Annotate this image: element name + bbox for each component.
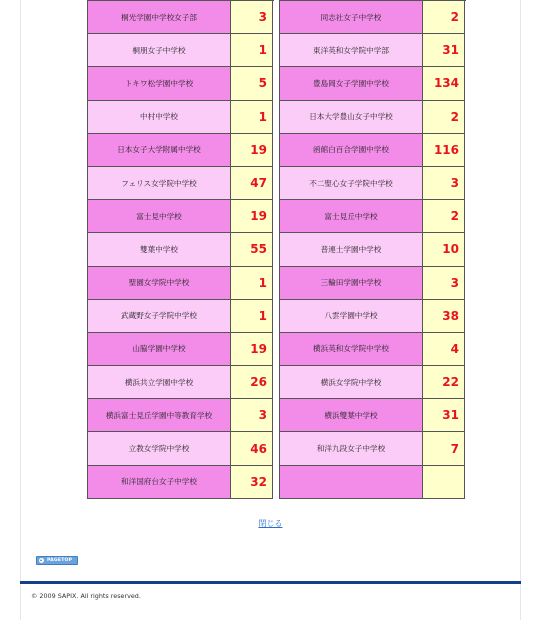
school-name: 函館白百合学園中学校 [280, 134, 423, 167]
footer-bar [20, 581, 521, 584]
school-name: 八雲学園中学校 [280, 300, 423, 333]
school-name: 豊島岡女子学園中学校 [280, 67, 423, 100]
admission-count: 26 [231, 366, 273, 399]
admission-count: 31 [423, 399, 465, 432]
table-row [280, 432, 466, 465]
admission-count: 5 [231, 67, 273, 100]
school-name: 横浜英和女学院中学校 [280, 333, 423, 366]
school-name: 山脇学園中学校 [88, 333, 231, 366]
table-row [280, 67, 466, 100]
admission-count: 134 [423, 67, 465, 100]
admission-count: 1 [231, 267, 273, 300]
table-row [280, 134, 466, 167]
table-row [88, 67, 274, 100]
table-row [88, 366, 274, 399]
admission-count: 10 [423, 233, 465, 266]
table-row [280, 333, 466, 366]
school-name: 日本女子大学附属中学校 [88, 134, 231, 167]
table-row [88, 167, 274, 200]
table-row [280, 267, 466, 300]
school-name: フェリス女学院中学校 [88, 167, 231, 200]
results-table-left [87, 0, 274, 499]
table-row [88, 1, 274, 34]
table-row [88, 333, 274, 366]
admission-count: 47 [231, 167, 273, 200]
admission-count: 7 [423, 432, 465, 465]
table-row [280, 34, 466, 67]
table-row [88, 200, 274, 233]
admission-count: 4 [423, 333, 465, 366]
table-row [280, 466, 466, 499]
admission-count: 55 [231, 233, 273, 266]
admission-count: 1 [231, 300, 273, 333]
school-name [280, 466, 423, 499]
school-name: 富士見中学校 [88, 200, 231, 233]
school-name: 桐朋女子中学校 [88, 34, 231, 67]
school-name: 富士見丘中学校 [280, 200, 423, 233]
admission-count: 1 [231, 34, 273, 67]
school-name: 立教女学院中学校 [88, 432, 231, 465]
admission-count: 116 [423, 134, 465, 167]
admission-count: 2 [423, 200, 465, 233]
school-name: 桐光学園中学校女子部 [88, 1, 231, 34]
admission-count: 3 [231, 1, 273, 34]
close-link[interactable]: 閉じる [258, 519, 283, 528]
table-row [88, 267, 274, 300]
table-row [88, 34, 274, 67]
up-arrow-icon [39, 558, 44, 563]
school-name: 不二聖心女子学院中学校 [280, 167, 423, 200]
table-row [280, 167, 466, 200]
pagetop-button[interactable] [36, 556, 78, 565]
admission-count: 31 [423, 34, 465, 67]
table-row [88, 300, 274, 333]
school-name: 三輪田学園中学校 [280, 267, 423, 300]
table-row [280, 1, 466, 34]
school-name: 雙葉中学校 [88, 233, 231, 266]
school-name: 横浜共立学園中学校 [88, 366, 231, 399]
admission-count: 3 [423, 167, 465, 200]
admission-count: 19 [231, 333, 273, 366]
admission-count: 38 [423, 300, 465, 333]
school-name: 聖園女学院中学校 [88, 267, 231, 300]
school-name: 普連土学園中学校 [280, 233, 423, 266]
admission-count: 2 [423, 101, 465, 134]
school-name: 中村中学校 [88, 101, 231, 134]
admission-count: 1 [231, 101, 273, 134]
school-name: トキワ松学園中学校 [88, 67, 231, 100]
table-row [88, 134, 274, 167]
results-table-right [279, 0, 466, 499]
admission-count: 2 [423, 1, 465, 34]
admission-count: 46 [231, 432, 273, 465]
admission-count: 19 [231, 134, 273, 167]
table-row [88, 233, 274, 266]
school-name: 日本大学豊山女子中学校 [280, 101, 423, 134]
school-name: 同志社女子中学校 [280, 1, 423, 34]
table-row [280, 233, 466, 266]
pagetop-label: PAGETOP [47, 558, 73, 563]
school-name: 横浜女学院中学校 [280, 366, 423, 399]
table-row [280, 399, 466, 432]
copyright-text: © 2009 SAPIX. All rights reserved. [31, 592, 141, 600]
school-name: 和洋国府台女子中学校 [88, 466, 231, 499]
table-row [280, 300, 466, 333]
school-name: 横浜富士見丘学園中等教育学校 [88, 399, 231, 432]
school-name: 和洋九段女子中学校 [280, 432, 423, 465]
table-row [88, 399, 274, 432]
admission-count: 22 [423, 366, 465, 399]
table-row [88, 432, 274, 465]
table-row [280, 366, 466, 399]
admission-count: 3 [423, 267, 465, 300]
table-row [280, 101, 466, 134]
table-row [88, 466, 274, 499]
school-name: 武蔵野女子学院中学校 [88, 300, 231, 333]
admission-count: 32 [231, 466, 273, 499]
admission-count: 3 [231, 399, 273, 432]
school-name: 横浜雙葉中学校 [280, 399, 423, 432]
admission-count: 19 [231, 200, 273, 233]
table-row [280, 200, 466, 233]
school-name: 東洋英和女学院中学部 [280, 34, 423, 67]
table-row [88, 101, 274, 134]
admission-count [423, 466, 465, 499]
